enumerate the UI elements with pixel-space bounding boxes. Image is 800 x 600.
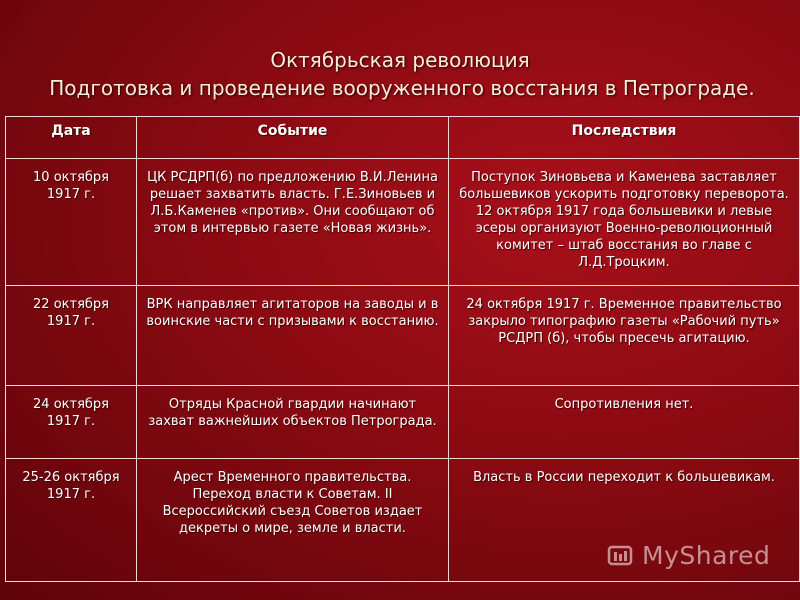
header-event: Событие <box>137 117 449 159</box>
myshared-logo-icon <box>606 540 636 570</box>
event-cell: Арест Временного правительства. Переход власти к Советам. II Всероссийский съезд Советов издает декреты о мире, земле и власти. <box>137 459 449 582</box>
consequence-cell: Поступок Зиновьева и Каменева заставляет большевиков ускорить подготовку переворота. 12 октября 1917 года большевики и левые эсеры организуют Военно-революционный комитет – штаб восстания во главе с Л.Д.Троцким. <box>449 159 800 286</box>
date-year: 1917 г. <box>46 487 96 502</box>
slide-title <box>0 46 800 102</box>
header-consequences: Последствия <box>449 117 800 159</box>
date-day: 24 октября <box>33 397 109 412</box>
header-date: Дата <box>6 117 137 159</box>
title-line-2: Подготовка и проведение вооруженного восстания в Петрограде. <box>49 76 755 100</box>
event-cell: Отряды Красной гвардии начинают захват важнейших объектов Петрограда. <box>137 386 449 459</box>
watermark <box>606 540 770 570</box>
date-cell <box>6 386 137 459</box>
title-line-1: Октябрьская революция <box>270 48 530 72</box>
date-year: 1917 г. <box>46 414 96 429</box>
date-cell <box>6 286 137 386</box>
date-day: 22 октября <box>33 297 109 312</box>
watermark-text: MyShared <box>642 540 771 570</box>
date-cell <box>6 459 137 582</box>
date-cell <box>6 159 137 286</box>
events-table <box>5 116 800 582</box>
table-header-row <box>6 117 800 159</box>
table-row <box>6 286 800 386</box>
table-row <box>6 159 800 286</box>
date-year: 1917 г. <box>46 314 96 329</box>
consequence-cell: Власть в России переходит к большевикам. <box>449 459 800 582</box>
date-day: 10 октября <box>33 170 109 185</box>
date-year: 1917 г. <box>46 187 96 202</box>
date-day: 25-26 октября <box>22 470 120 485</box>
event-cell: ЦК РСДРП(б) по предложению В.И.Ленина решает захватить власть. Г.Е.Зиновьев и Л.Б.Каменев «против». Они сообщают об этом в интервью газете «Новая жизнь». <box>137 159 449 286</box>
consequence-cell: 24 октября 1917 г. Временное правительство закрыло типографию газеты «Рабочий путь» РСДРП (б), чтобы пресечь агитацию. <box>449 286 800 386</box>
consequence-cell: Сопротивления нет. <box>449 386 800 459</box>
event-cell: ВРК направляет агитаторов на заводы и в воинские части с призывами к восстанию. <box>137 286 449 386</box>
table-row <box>6 386 800 459</box>
